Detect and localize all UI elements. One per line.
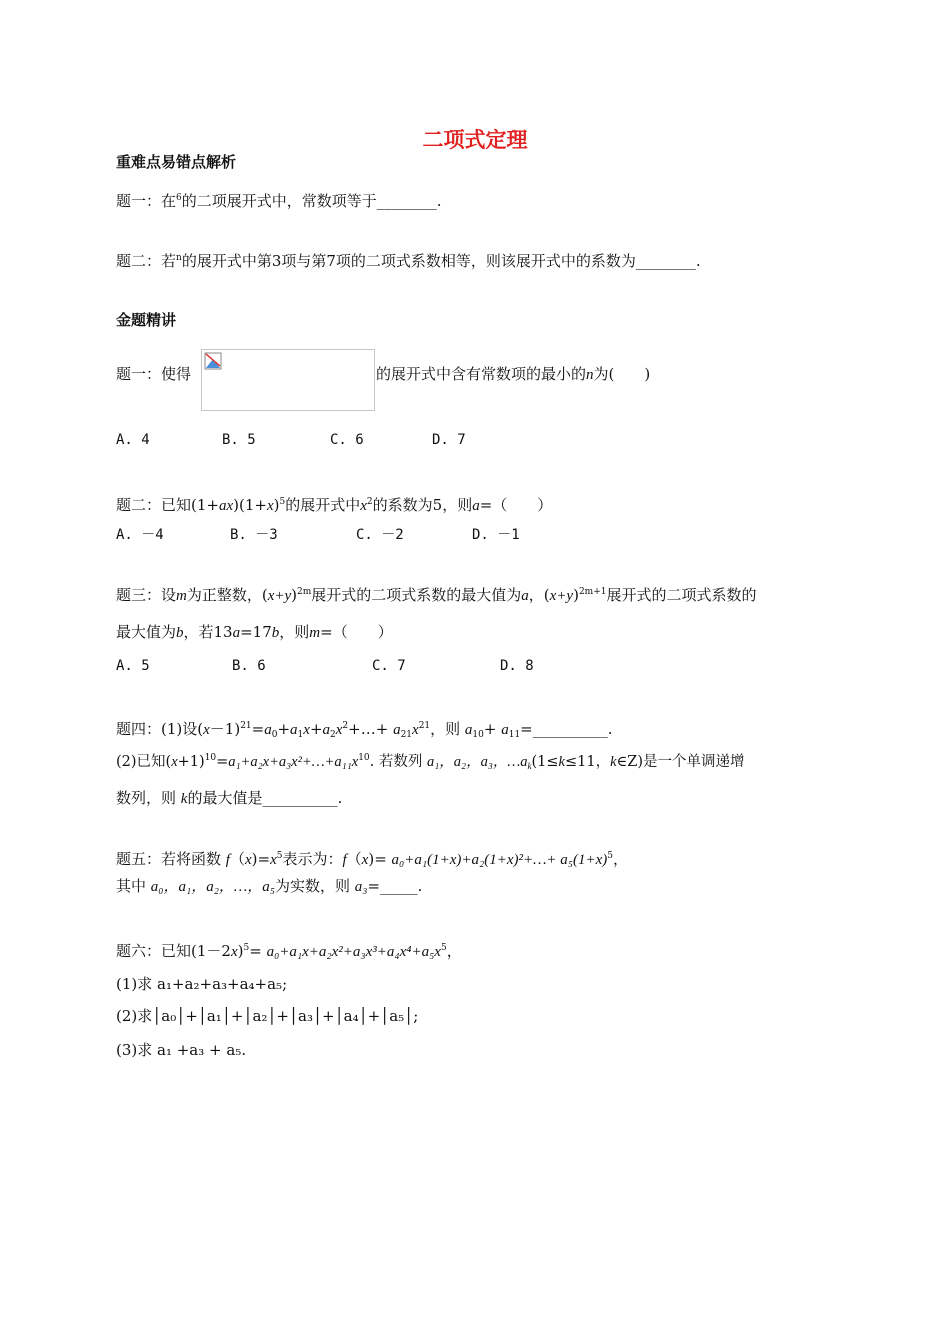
var: x — [203, 722, 210, 738]
text: =（ ） — [479, 496, 553, 514]
text: 题四：(1)设( — [116, 720, 204, 738]
sub: 21 — [400, 730, 413, 740]
sup: 21 — [418, 721, 431, 731]
text: 展开式的二项式系数的 — [606, 586, 757, 604]
sub: 0 — [271, 730, 278, 740]
text: 其中 — [116, 877, 151, 895]
var: x — [171, 754, 178, 770]
var: a — [521, 588, 529, 604]
text: 题六：已知(1－2 — [116, 942, 231, 960]
text: (1≤ — [531, 754, 559, 770]
sup: 21 — [240, 721, 252, 731]
text: =__________. — [520, 720, 613, 738]
var: f — [342, 852, 347, 868]
var: x — [266, 498, 274, 514]
text: (2)已知( — [116, 754, 172, 770]
var: a — [232, 625, 241, 641]
formula-image-placeholder — [201, 349, 375, 411]
sup: 2 — [366, 497, 373, 507]
g-question-4-line3 — [116, 788, 342, 809]
g-question-1 — [116, 364, 191, 384]
g-question-3-line1 — [116, 582, 757, 606]
sub: 1 — [297, 730, 304, 740]
var: n — [586, 367, 594, 383]
text: 题三：设 — [116, 586, 177, 604]
g1-option-b: B. 5 — [222, 432, 256, 448]
sup: 5 — [243, 943, 250, 953]
text: =17 — [240, 623, 272, 641]
var: a — [264, 722, 272, 738]
sup: 10 — [358, 753, 370, 763]
text: ，若13 — [183, 623, 233, 641]
text: 题一：使得 — [116, 365, 192, 383]
text: =（ ） — [320, 623, 393, 641]
sub: 2 — [330, 730, 336, 740]
text: －1) — [209, 720, 241, 738]
text: 的二项展开式中，常数项等于________. — [181, 192, 442, 210]
text: 表示为： — [282, 850, 343, 868]
text: . 若数列 — [369, 754, 427, 770]
var: x — [360, 498, 367, 514]
g3-option-c: C. 7 — [372, 658, 406, 674]
g2-option-c: C. －2 — [356, 527, 404, 543]
var: x — [244, 852, 252, 868]
g-question-3-line2 — [116, 622, 393, 643]
text: = — [216, 754, 229, 770]
g-question-2 — [116, 492, 552, 516]
var: x — [412, 722, 419, 738]
g-question-6-line1 — [116, 938, 462, 962]
g1-option-d: D. 7 — [432, 432, 466, 448]
var: a — [393, 722, 401, 738]
g3-option-d: D. 8 — [500, 658, 534, 674]
text: ) — [291, 586, 298, 604]
text: ， — [613, 850, 629, 868]
s1-question-1 — [116, 188, 442, 211]
text: 的最大值是__________. — [187, 789, 343, 807]
var: x+y — [549, 588, 574, 604]
g2-option-a: A. －4 — [116, 527, 164, 543]
var: a — [322, 722, 331, 738]
var: a — [290, 722, 298, 738]
text: ≤11， — [564, 754, 611, 770]
page-title: 二项式定理 — [422, 128, 528, 152]
text: （ — [229, 850, 245, 868]
var: a₃ — [354, 879, 368, 895]
var: k — [180, 791, 188, 807]
text: 题二：已知(1+ — [116, 496, 219, 514]
g-question-5-line1 — [116, 846, 628, 870]
broken-image-icon — [204, 352, 222, 370]
var: a — [501, 722, 509, 738]
text: 的展开式中含有常数项的最小的 — [376, 365, 587, 383]
g1-option-c: C. 6 — [330, 432, 364, 448]
text: 题二：若 — [116, 252, 177, 270]
g-question-4-line1 — [116, 716, 613, 745]
text: 展开式的二项式系数的最大值为 — [311, 586, 522, 604]
expr: a₀，a₁，a₂，…，a₅ — [150, 879, 275, 895]
section-heading-lectures: 金题精讲 — [116, 311, 177, 329]
g6-subquestion-2: (2)求│a₀│+│a₁│+│a₂│+│a₃│+│a₄│+│a₅│; — [116, 1007, 419, 1025]
sup: 6 — [176, 193, 182, 203]
text: )(1+ — [233, 496, 267, 514]
sup: 5 — [279, 497, 286, 507]
sub: 11 — [508, 730, 521, 740]
var: k — [558, 754, 565, 770]
text: ) — [237, 942, 244, 960]
text: 的展开式中第3项与第7项的二项式系数相等，则该展开式中的系数为________. — [181, 252, 701, 270]
sup: 5 — [276, 851, 283, 861]
text: 为正整数，( — [186, 586, 268, 604]
var: ax — [218, 498, 234, 514]
text: ，( — [528, 586, 550, 604]
g1-option-a: A. 4 — [116, 432, 150, 448]
text: 题一：在 — [116, 192, 177, 210]
var: x — [270, 852, 277, 868]
sup: 2m+1 — [578, 587, 607, 597]
text: )= — [251, 850, 271, 868]
var: x — [335, 722, 343, 738]
g6-subquestion-1: (1)求 a₁+a₂+a₃+a₄+a₅; — [116, 975, 288, 993]
g-question-4-line2 — [116, 748, 745, 777]
sup: 5 — [440, 943, 447, 953]
var: k — [527, 761, 532, 771]
sup: 10 — [204, 753, 217, 763]
var: m — [176, 588, 187, 604]
text: 数列，则 — [116, 789, 181, 807]
text: ，则 — [430, 720, 465, 738]
text: +1) — [177, 754, 205, 770]
g3-option-a: A. 5 — [116, 658, 150, 674]
sup: 2 — [342, 721, 349, 731]
var: x — [230, 944, 238, 960]
sup: 2m — [297, 587, 312, 597]
text: 题五：若将函数 — [116, 850, 226, 868]
var: b — [271, 625, 280, 641]
var: a — [472, 498, 480, 514]
text: =_____. — [367, 877, 423, 895]
expr: a₀+a₁x+a₂x²+a₃x³+a₄x⁴+a₅x — [266, 944, 441, 960]
text: ) — [573, 586, 579, 604]
g3-option-b: B. 6 — [232, 658, 266, 674]
text: 的展开式中 — [285, 496, 361, 514]
text: = — [249, 942, 267, 960]
text: + — [277, 720, 291, 738]
text: + — [483, 720, 502, 738]
var: f — [225, 852, 230, 868]
g6-subquestion-3: (3)求 a₁ +a₃ + a₅. — [116, 1041, 247, 1059]
expr: a₁，a₂，a₃，…a — [426, 754, 528, 770]
text: 最大值为 — [116, 623, 177, 641]
expr: a₁+a₂x+a₃x²+…+a₁₁x — [228, 754, 359, 770]
g-question-5-line2 — [116, 876, 422, 897]
text: 为实数，则 — [274, 877, 355, 895]
var: m — [309, 625, 321, 641]
sup: n — [176, 253, 182, 263]
sub: 10 — [472, 730, 484, 740]
var: b — [176, 625, 184, 641]
var: x — [361, 852, 369, 868]
g2-option-d: D. －1 — [472, 527, 520, 543]
text: +…+ — [348, 720, 394, 738]
var: k — [610, 754, 617, 770]
text: 为( ) — [593, 365, 651, 383]
text: ∈Z)是一个单调递增 — [616, 754, 745, 770]
text: ，则 — [279, 623, 310, 641]
text: 的系数为5，则 — [372, 496, 473, 514]
s1-question-2 — [116, 248, 701, 271]
g-question-1-rest — [376, 364, 650, 385]
var: x+y — [267, 588, 292, 604]
sup: 5 — [607, 851, 614, 861]
var: x — [303, 722, 310, 738]
section-heading-analysis: 重难点易错点解析 — [116, 153, 237, 171]
text: ， — [446, 942, 462, 960]
var: a — [464, 722, 473, 738]
text: = — [251, 720, 265, 738]
text: + — [309, 720, 323, 738]
g2-option-b: B. －3 — [230, 527, 278, 543]
text: （ — [346, 850, 362, 868]
text: ) — [273, 496, 280, 514]
expr: a₀+a₁(1+x)+a₂(1+x)²+…+ a₅(1+x) — [391, 852, 608, 868]
text: )= — [368, 850, 392, 868]
